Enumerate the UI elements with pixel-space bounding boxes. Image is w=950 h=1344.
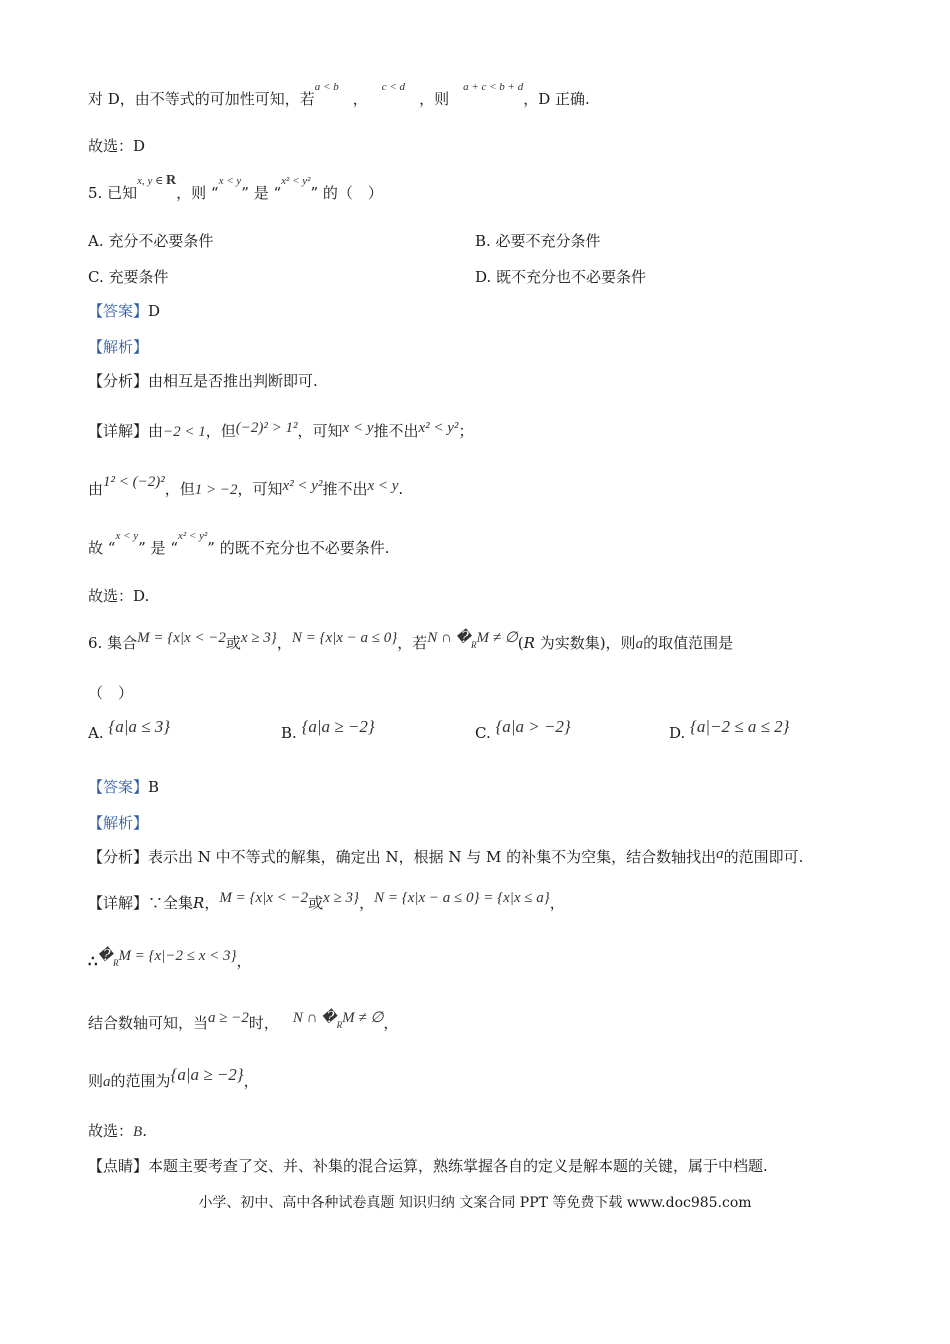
- q5-option-c[interactable]: C. 充要条件: [88, 268, 169, 286]
- q6-answer: 【答案】B: [88, 778, 160, 796]
- q6-option-a[interactable]: A. {a|a ≤ 3}: [88, 717, 170, 742]
- math-a-lt-b: a < b: [314, 81, 339, 93]
- q5-option-d[interactable]: D. 既不充分也不必要条件: [475, 268, 647, 286]
- q6-dianjing: 【点睛】本题主要考查了交、并、补集的混合运算，熟练掌握各自的定义是解本题的关键，属于中档题.: [88, 1157, 768, 1175]
- q6-detail-2: ∴�RM = {x|−2 ≤ x < 3}，: [88, 948, 252, 970]
- q6-detail-4: 则a的范围为{a|a ≥ −2}，: [88, 1065, 259, 1090]
- page-footer: 小学、初中、高中各种试卷真题 知识归纳 文案合同 PPT 等免费下载 www.doc985.com: [198, 1195, 752, 1211]
- q6-choose: 故选：B.: [88, 1122, 147, 1140]
- q6-option-c[interactable]: C. {a|a > −2}: [475, 717, 571, 742]
- q5-stem: 5. 已知$^{x, y \in}$ R，则 “$^{x < y}$” 是 “$^{x^2 < y^2}$” 的（ ）: [88, 173, 383, 202]
- q6-detail-3: 结合数轴可知，当a ≥ −2时， N ∩ �RM ≠ ∅，: [88, 1010, 399, 1032]
- q6-jiexi: 【解析】: [88, 814, 149, 832]
- q6-option-b[interactable]: B. {a|a ≥ −2}: [281, 717, 375, 742]
- math-c-lt-d: c < d: [381, 81, 406, 93]
- q5-detail-2: 由1² < (−2)²，但1 > −2，可知x² < y²推不出x < y.: [88, 474, 404, 498]
- q5-detail-1: 【详解】由−2 < 1，但(−2)² > 1²，可知x < y推不出x² < y²；: [88, 420, 474, 440]
- q6-stem: 6. 集合M = {x|x < −2或x ≥ 3}，N = {x|x − a ≤ 0}，若N ∩ �RM ≠ ∅(R 为实数集)，则a的取值范围是: [88, 630, 734, 652]
- q6-paren: （ ）: [88, 684, 134, 702]
- q5-option-a[interactable]: A. 充分不必要条件: [88, 232, 214, 250]
- q6-option-d[interactable]: D. {a|−2 ≤ a ≤ 2}: [669, 717, 790, 742]
- prev-choose: 故选：D: [88, 137, 146, 155]
- q5-option-b[interactable]: B. 必要不充分条件: [475, 232, 601, 250]
- math-sum: a + c < b + d: [463, 81, 524, 93]
- q5-detail-3: 故 “$^{x < y}$” 是 “$^{x^2 < y^2}$” 的既不充分也不必要条件.: [88, 530, 390, 557]
- q6-fenxi: 【分析】表示出 N 中不等式的解集，确定出 N，根据 N 与 M 的补集不为空集，结合数轴找出a的范围即可.: [88, 846, 804, 866]
- q6-detail-1: 【详解】∵全集R，M = {x|x < −2或x ≥ 3}，N = {x|x − a ≤ 0} = {x|x ≤ a}，: [88, 890, 565, 912]
- q5-answer: 【答案】D: [88, 302, 161, 320]
- prev-line-d: 对 D，由不等式的可加性可知，若$^{a < b}$，$^{c < d}$，则$^{a + c < b + d}$，D 正确.: [88, 81, 590, 108]
- q5-choose: 故选：D.: [88, 587, 150, 605]
- q5-jiexi: 【解析】: [88, 338, 149, 356]
- q5-fenxi: 【分析】由相互是否推出判断即可.: [88, 372, 318, 390]
